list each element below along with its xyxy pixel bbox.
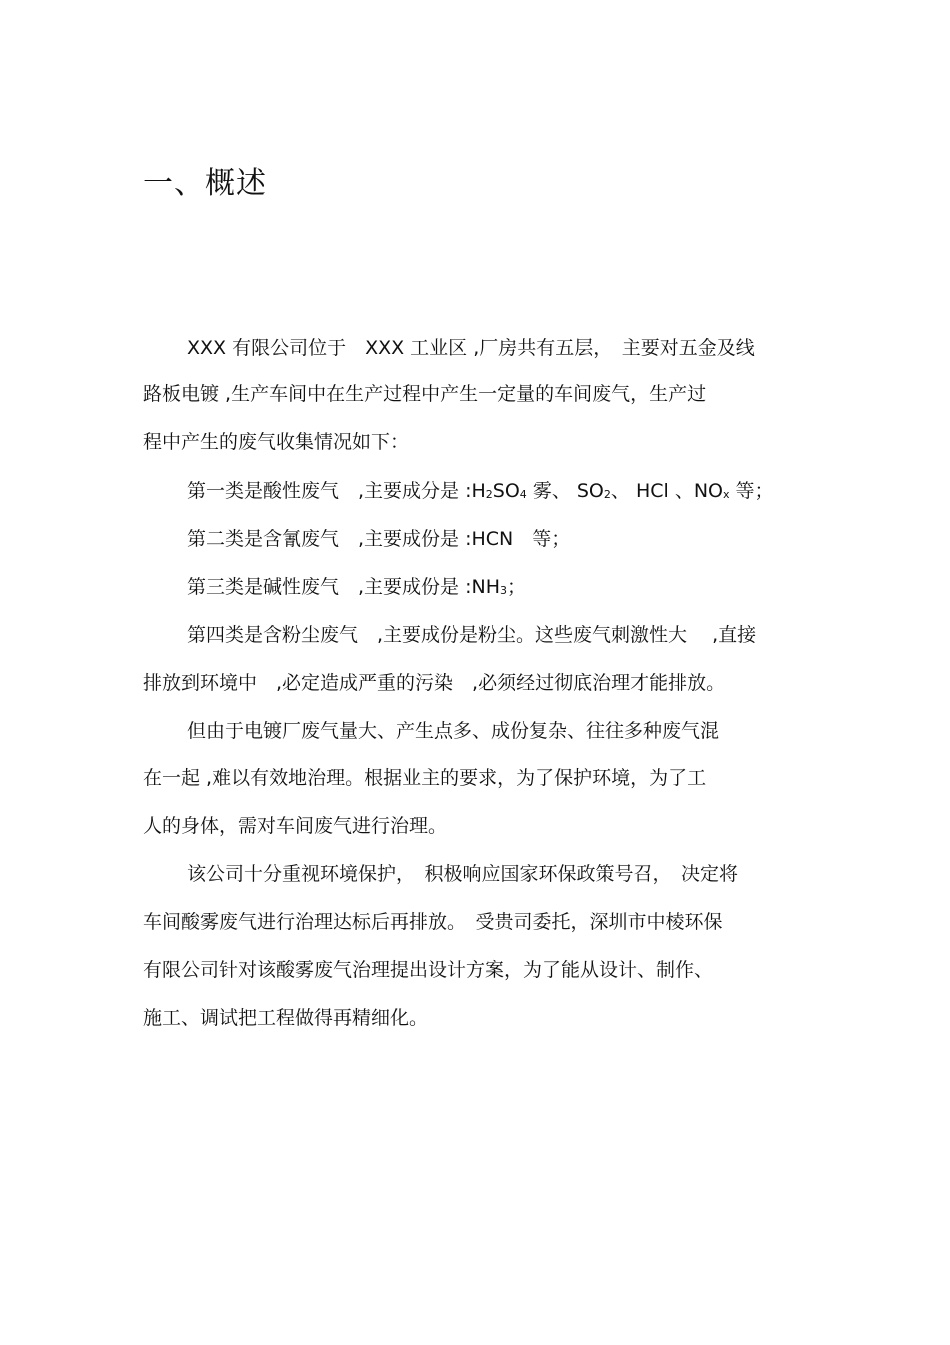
paragraph-3-line-4: 施工、调试把工程做得再精细化。 xyxy=(143,1007,429,1029)
category-1-text-d: 、 HCl 、NO xyxy=(610,480,723,502)
category-4-line-1: 第四类是含粉尘废气 ,主要成份是粉尘。这些废气刺激性大 ,直接 xyxy=(187,624,757,646)
intro-line-2: 路板电镀 ,生产车间中在生产过程中产生一定量的车间废气，生产过 xyxy=(143,383,707,405)
category-1-text-a: 第一类是酸性废气 ,主要成分是 :H xyxy=(187,480,486,502)
paragraph-3-line-2: 车间酸雾废气进行治理达标后再排放。 受贵司委托，深圳市中棱环保 xyxy=(143,911,723,933)
category-1-text-b: SO xyxy=(492,480,520,502)
category-1-line xyxy=(187,477,774,505)
intro-line-1: XXX 有限公司位于 XXX 工业区 ,厂房共有五层， 主要对五金及线 xyxy=(187,337,755,359)
paragraph-3-line-3: 有限公司针对该酸雾废气治理提出设计方案，为了能从设计、制作、 xyxy=(143,959,714,981)
section-heading: 一、概述 xyxy=(143,166,267,201)
intro-line-3: 程中产生的废气收集情况如下： xyxy=(143,431,410,453)
paragraph-2-line-3: 人的身体，需对车间废气进行治理。 xyxy=(143,815,448,837)
category-3-line xyxy=(187,573,526,601)
category-3-text-a: 第三类是碱性废气 ,主要成份是 :NH xyxy=(187,576,500,598)
category-1-text-e: 等； xyxy=(729,480,774,502)
paragraph-2-line-1: 但由于电镀厂废气量大、产生点多、成份复杂、往往多种废气混 xyxy=(187,720,720,742)
paragraph-2-line-2: 在一起 ,难以有效地治理。根据业主的要求，为了保护环境，为了工 xyxy=(143,767,707,789)
paragraph-3-line-1: 该公司十分重视环境保护， 积极响应国家环保政策号召， 决定将 xyxy=(187,863,739,885)
category-3-text-b: ； xyxy=(506,576,526,598)
subscript: 4 xyxy=(519,488,527,501)
category-2-line: 第二类是含氰废气 ,主要成份是 :HCN 等； xyxy=(187,528,571,550)
category-4-line-2: 排放到环境中 ,必定造成严重的污染 ,必须经过彻底治理才能排放。 xyxy=(143,672,726,694)
subscript: 3 xyxy=(499,584,507,597)
subscript: 2 xyxy=(603,488,611,501)
subscript: x xyxy=(723,488,730,501)
category-1-text-c: 雾、 SO xyxy=(526,480,604,502)
subscript: 2 xyxy=(485,488,493,501)
